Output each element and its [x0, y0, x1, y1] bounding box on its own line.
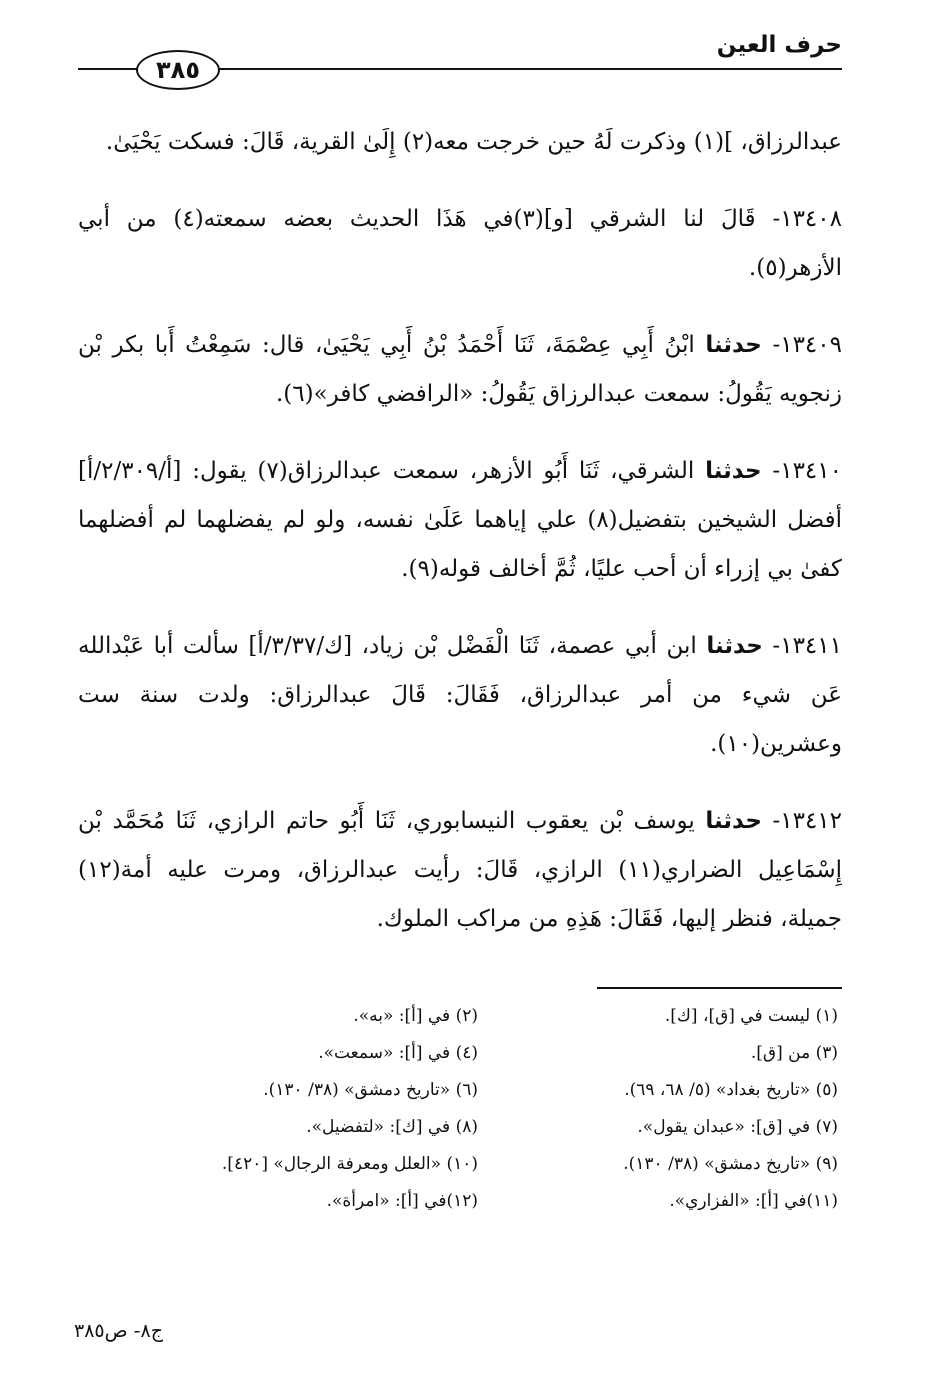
footnote: (٤) في [أ]: «سمعت».	[318, 1043, 478, 1063]
header-rule	[215, 68, 842, 70]
hadith-number: ١٣٤٠٩	[780, 332, 842, 358]
lead-word: حدثنا	[705, 458, 762, 484]
paragraph-13408: ١٣٤٠٨- قَالَ لنا الشرقي [و](٣)في هَذَا الحديث بعضه سمعته(٤) من أبي الأزهر(٥).	[78, 206, 842, 281]
paragraph-13409: ١٣٤٠٩- حدثنا ابْنُ أَبِي عِصْمَةَ، ثَنَا أَحْمَدُ بْنُ أَبِي يَحْيَىٰ، قال: سَمِعْتُ أَبا بكر بْن زنجويه يَقُولُ: سمعت عبدالرزاق يَقُولُ: «الرافضي كافر»(٦).	[78, 332, 842, 407]
hadith-number: ١٣٤١٢	[780, 808, 843, 834]
hadith-number: ١٣٤٠٨	[780, 206, 842, 232]
paragraph-13412: ١٣٤١٢- حدثنا يوسف بْن يعقوب النيسابوري، ثَنَا أَبُو حاتم الرازي، ثَنَا مُحَمَّد بْن إِسْمَاعِيل الضراري(١١) الرازي، قَالَ: رأيت عبدالرزاق، ومرت عليه أمة(١٢) جميلة، فنظر إليها، فَقَالَ: هَذِهِ من مراكب الملوك.	[78, 808, 843, 932]
lead-word: حدثنا	[706, 633, 763, 659]
footnote: (١٢)في [أ]: «امرأة».	[326, 1191, 478, 1211]
paragraph-13410: ١٣٤١٠- حدثنا الشرقي، ثَنَا أَبُو الأزهر، سمعت عبدالرزاق(٧) يقول: [أ/٢/٣٠٩/أ] أفضل الشيخين بتفضيل(٨) علي إياهما عَلَىٰ نفسه، ولو لم يفضلهما لم أفضلهما كفىٰ بي إزراء أن أحب عليًا، ثُمَّ أخالف قوله(٩).	[78, 458, 843, 582]
footnote: (١) ليست في [ق]، [ك].	[664, 1006, 838, 1026]
lead-word: حدثنا	[705, 332, 762, 358]
footnote: (٨) في [ك]: «لتفضيل».	[306, 1117, 478, 1137]
paragraph-text: يوسف بْن يعقوب النيسابوري، ثَنَا أَبُو حاتم الرازي، ثَنَا مُحَمَّد بْن إِسْمَاعِيل الضراري(١١) الرازي، قَالَ: رأيت عبدالرزاق، ومرت عليه أمة(١٢) جميلة، فنظر إليها، فَقَالَ: هَذِهِ من مراكب الملوك.	[78, 808, 842, 932]
header-rule-left	[78, 68, 138, 70]
footnotes	[158, 998, 838, 1220]
hadith-number: ١٣٤١١	[780, 633, 842, 659]
footnote: (٣) من [ق].	[750, 1043, 838, 1063]
footnote: (٩) «تاريخ دمشق» (٣٨/ ١٣٠).	[623, 1154, 838, 1174]
chapter-title: حرف العين	[716, 32, 842, 58]
paragraph-text: عبدالرزاق، ](١) وذكرت لَهُ حين خرجت معه(٢) إِلَىٰ القرية، قَالَ: فسكت يَحْيَىٰ.	[105, 129, 842, 155]
hadith-number: ١٣٤١٠	[780, 458, 842, 484]
footnote: (١١)في [أ]: «الفزاري».	[669, 1191, 838, 1211]
footnote-rule	[597, 987, 842, 989]
lead-word: حدثنا	[705, 808, 762, 834]
footnote: (٢) في [أ]: «به».	[353, 1006, 478, 1026]
paragraph-text: الشرقي، ثَنَا أَبُو الأزهر، سمعت عبدالرزاق(٧) يقول: [أ/٢/٣٠٩/أ] أفضل الشيخين بتفضيل(٨) علي إياهما عَلَىٰ نفسه، ولو لم يفضلهما لم أفضلهما كفىٰ بي إزراء أن أحب عليًا، ثُمَّ أخالف قوله(٩).	[78, 458, 843, 582]
body-text	[78, 118, 842, 972]
footnote: (١٠) «العلل ومعرفة الرجال» [٤٢٠].	[221, 1154, 478, 1174]
volume-page-marker: ج٨- ص٣٨٥	[74, 1320, 163, 1342]
paragraph-continuation	[78, 118, 842, 167]
footnote: (٥) «تاريخ بغداد» (٥/ ٦٨، ٦٩).	[624, 1080, 838, 1100]
footnote: (٦) «تاريخ دمشق» (٣٨/ ١٣٠).	[263, 1080, 478, 1100]
paragraph-text: قَالَ لنا الشرقي [و](٣)في هَذَا الحديث بعضه سمعته(٤) من أبي الأزهر(٥).	[78, 206, 842, 281]
page-number: ٣٨٥	[136, 50, 220, 90]
paragraph-text: ابن أبي عصمة، ثَنَا الْفَضْل بْن زياد، [ك/٣/٣٧/أ] سألت أبا عَبْدالله عَن شيء من أمر عبدالرزاق، فَقَالَ: قَالَ عبدالرزاق: ولدت سنة ست وعشرين(١٠).	[78, 633, 842, 757]
footnote: (٧) في [ق]: «عبدان يقول».	[637, 1117, 838, 1137]
paragraph-text: ابْنُ أَبِي عِصْمَةَ، ثَنَا أَحْمَدُ بْنُ أَبِي يَحْيَىٰ، قال: سَمِعْتُ أَبا بكر بْن زنجويه يَقُولُ: سمعت عبدالرزاق يَقُولُ: «الرافضي كافر»(٦).	[78, 332, 842, 407]
paragraph-13411: ١٣٤١١- حدثنا ابن أبي عصمة، ثَنَا الْفَضْل بْن زياد، [ك/٣/٣٧/أ] سألت أبا عَبْدالله عَن شيء من أمر عبدالرزاق، فَقَالَ: قَالَ عبدالرزاق: ولدت سنة ست وعشرين(١٠).	[78, 633, 842, 757]
